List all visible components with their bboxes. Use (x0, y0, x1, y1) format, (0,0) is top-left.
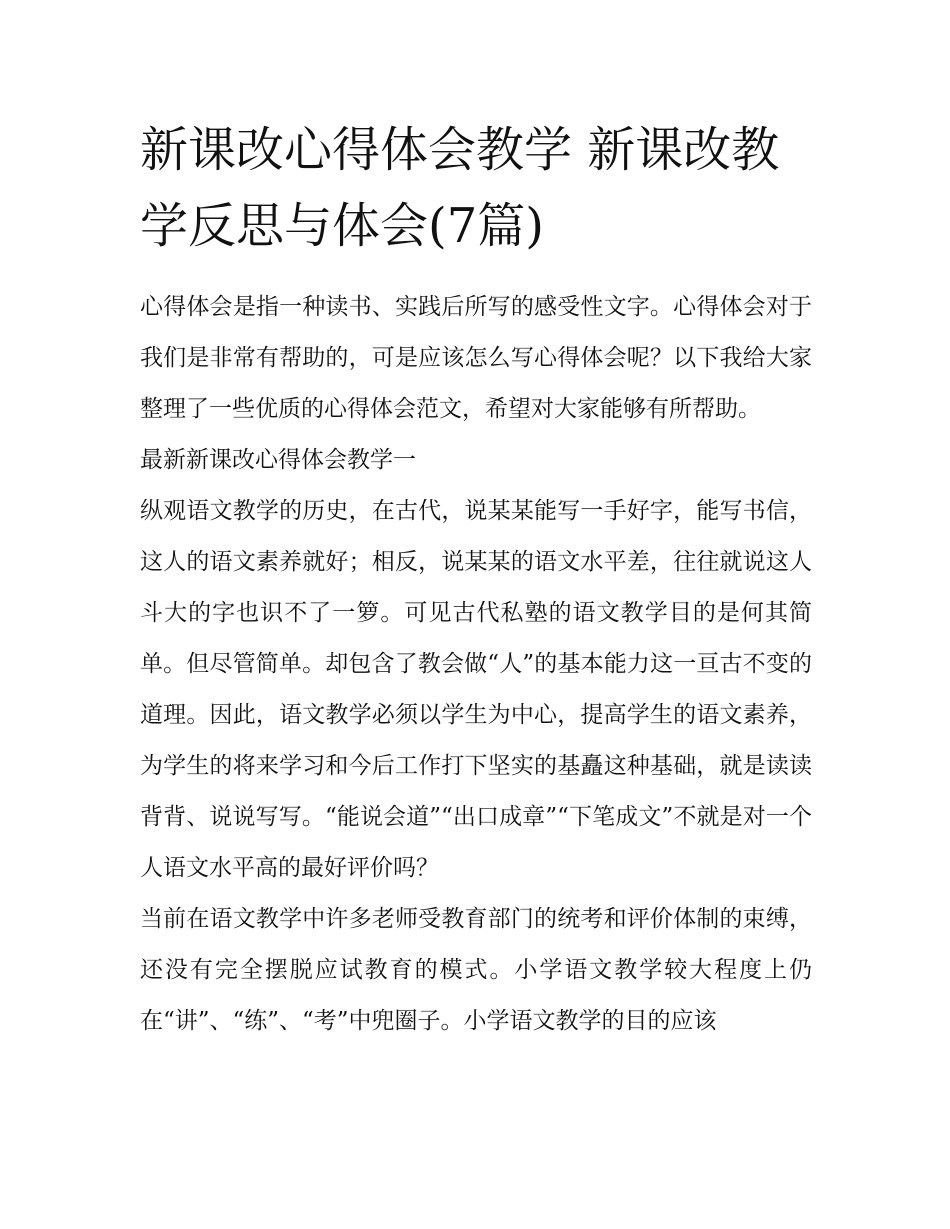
intro-paragraph: 心得体会是指一种读书、实践后所写的感受性文字。心得体会对于我们是非常有帮助的，可是应该怎么写心得体会呢？以下我给大家整理了一些优质的心得体会范文，希望对大家能够有所帮助。 (140, 294, 812, 422)
body-paragraph-1: 纵观语文教学的历史，在古代，说某某能写一手好字，能写书信，这人的语文素养就好；相反，说某某的语文水平差，往往就说这人斗大的字也识不了一箩。可见古代私塾的语文教学目的是何其简单。但尽管简单。却包含了教会做“人”的基本能力这一亘古不变的道理。因此，语文教学必须以学生为中心，提高学生的语文素养，为学生的将来学习和今后工作打下坚实的基矗这种基础，就是读读背背、说说写写。“能说会道”“出口成章”“下笔成文”不就是对一个人语文水平高的最好评价吗？ (140, 498, 812, 881)
section-heading: 最新新课改心得体会教学一 (140, 447, 416, 473)
document-page (140, 112, 812, 1047)
document-title: 新课改心得体会教学 新课改教学反思与体会(7篇) (140, 122, 780, 254)
body-paragraph-2: 当前在语文教学中许多老师受教育部门的统考和评价体制的束缚，还没有完全摆脱应试教育的模式。小学语文教学较大程度上仍在“讲”、“练”、“考”中兜圈子。小学语文教学的目的应该 (140, 906, 812, 1034)
